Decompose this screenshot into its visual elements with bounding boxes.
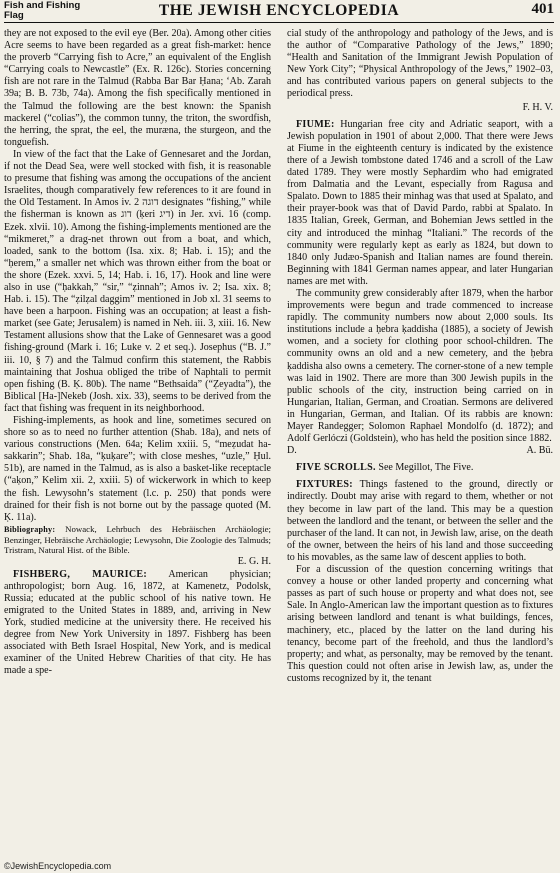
fish-paragraph-1: they are not exposed to the evil eye (Ber. 20a). Among other cities Acre seems to have been regarded as a great fish-market: hence the proverb “Carrying fish to Acre,” an equivalent of the English “Carrying coals to Newcastle” (Ex. R. 126c). Stories concerning fish are not rare in the Talmud (Rabba Bar Bar Ḥana; ‘Ab. Zarah 39a; B. B. 73b, 74a). Among the fish specifically mentioned in the Talmud the following are the best known: the Spanish mackerel (“colias”), the common tunny, the triton, the swordfish, the herring, the sprat, the eel, the muræna, the sturgeon, and the tonguefish. bbox=[4, 28, 271, 148]
right-column bbox=[287, 28, 553, 685]
bibliography-label: Bibliography: bbox=[4, 524, 56, 534]
section-range-start: Fish and Fishing bbox=[4, 0, 81, 11]
bibliography-text: Nowack, Lehrbuch des Hebräischen Archäologie; Benzinger, Hebräische Archäologie; Lewysohn, Die Zoologie des Talmuds; Tristram, Natural Hist. of the Bible. bbox=[4, 523, 271, 556]
signature-row bbox=[287, 445, 553, 457]
page-header bbox=[4, 0, 554, 23]
watermark: ©JewishEncyclopedia.com bbox=[4, 861, 112, 871]
fiume-paragraph-2: The community grew considerably after 1879, when the harbor improvements were begun and trade commenced to increase rapidly. The community numbers now about 2,000 souls. Its institutions include a ḥebra ḳaddisha (1885), a society of Jewish women, and a society for clothing poor school-children. The community owns an old and a new cemetery, and the ḥebra ḳaddisha also owns a cemetery. The corner-stone of a new temple was laid in 1902. There are more than 300 Jewish pupils in the public schools of the city, instruction being carried on in Hungarian, Italian, German, and Croatian. Sermons are delivered in Hungarian, German, and Italian. Of its rabbis are known: Mayer Randegger; Solomon Raphael Mondolfo (d. 1872); and Adolf Gerlóczi (Goldstein), who has held the position since 1882. bbox=[287, 287, 553, 445]
fish-paragraph-2: In view of the fact that the Lake of Gennesaret and the Jordan, if not the Dead Sea, were well stocked with fish, it is reasonable to presume that fishing was among the occupations of the ancient Israelites, though comparatively few references to it are found in the Old Testament. In Amos iv. 2 דוגה designates “fishing,” while the fisherman is known as דוג (ḳeri דיג) in Jer. xvi. 16 (comp. Ezek. xlvii. 10). Among the fishing-implements mentioned are the “mikmeret,” a drag-net thrown out from a boat, and which, loaded, sank to the bottom (Isa. xix. 8; Hab. i. 15); and the “ḥerem,” a smaller net which was thrown either from the boat or the shore (Ezek. xxvi. 5, 14; Hab. i. 16, 17). Hook and line were also in use (“ḥakkah,” “sir,” “ẓinnah”; Amos iv. 2; Isa. xix. 8; Hab. i. 15). The “ẓilẓal daggim” mentioned in Job xl. 31 seems to have been a harpoon. Fishing was an occupation; at least a fish-market (see Gate; Jerusalem) is named in Neh. iii. 3, xiii. 16. New Testament allusions show that the Lake of Gennesaret was a good fishing-ground (Mark i. 16; Luke v. 2 et seq.). Josephus (“B. J.” iii. 10, § 7) and the Talmud confirm this statement, the Rabbis maintaining that Joshua obliged the tribe of Naphtali to permit open fishing (B. Ḳ. 80b). The name “Bethsaida” (“Ẓeyadta”), the Biblical [Ha-]Nekeb (Josh. xix. 33), seems to be derived from the fact that fishing was frequent in its neighborhood. bbox=[4, 148, 271, 414]
page-number: 401 bbox=[531, 1, 554, 17]
five-scrolls-text: See Megillot, The Five. bbox=[378, 462, 474, 474]
fiume-heading: FIUME: bbox=[296, 118, 335, 130]
fish-paragraph-3: Fishing-implements, as hook and line, sometimes secured on shore so as to need no further attention (Shab. 18a), and nets of various constructions (Men. 64a; Kelim xxiii. 5, “meẓudat ha-sakkarin”; Shab. 18a, “ḳuḳare”; with close meshes, “uzle,” Ḥul. 51b), are named in the Talmud, as is also a basket-like receptacle (“aḳon,” Kelim xii. 2, xxiii. 5) of wickerwork in which to keep the fish. Lewysohn’s statement (l.c. p. 250) that ponds were drained for their fish is not borne out by the passage quoted (M. Ḳ. 11a). bbox=[4, 415, 271, 523]
fishberg-text: American physician; anthropologist; born Aug. 16, 1872, at Kamenetz, Podolsk, Russia; educated at the public school of his native town. He emigrated to the United States in 1889, and, arriving in New York, studied medicine at the university there. He received his degree from New York University in 1897. Fishberg has been associated with Beth Israel Hospital, New York, and is medical examiner of the United Hebrew Charities of that city. He has made a spe- bbox=[4, 568, 271, 677]
fishberg-entry bbox=[4, 569, 271, 678]
signature-fhv: F. H. V. bbox=[522, 101, 553, 113]
fixtures-paragraph-2: For a discussion of the question concerning writings that convey a house or other landed property and concerning what passes as part of such house or property and what does not, see Sale. In Anglo-American law the important question as to fixtures arising between landlord and tenant is what buildings, fences, machinery, etc., placed by the latter on the land during his tenancy, become part of the freehold, and thus the landlord’s property; and what, as personalty, may be removed by the tenant. This question could not often arise in Jewish law, as, under the customs recognized by it, the tenant bbox=[287, 564, 553, 684]
running-title: THE JEWISH ENCYCLOPEDIA bbox=[158, 2, 400, 19]
fiume-entry bbox=[287, 119, 553, 288]
section-range-end: Flag bbox=[4, 10, 24, 21]
left-column bbox=[4, 28, 271, 677]
fixtures-heading: FIXTURES: bbox=[296, 479, 353, 491]
fishberg-continuation: cial study of the anthropology and pathology of the Jews, and is the author of “Comparative Pathology of the Jews,” 1890; “Health and Sanitation of the Immigrant Jewish Population of New York City”; “Physical Anthropology of the Jews,” 1902–03, and has contributed various papers on general subjects to the periodical press. bbox=[287, 28, 553, 100]
signature-ewh: E. G. H. bbox=[237, 556, 271, 568]
bibliography bbox=[4, 524, 271, 556]
five-scrolls-entry bbox=[287, 462, 553, 474]
fixtures-entry bbox=[287, 479, 553, 564]
fishberg-heading: FISHBERG, MAURICE: bbox=[13, 568, 148, 580]
signature-ab: A. Bü. bbox=[526, 445, 553, 457]
fixtures-text: Things fastened to the ground, directly or indirectly. Doubt may arise with regard to them, whether or not they become in law part of the land. This may be a question between the landlord and the tenant, or between the seller and the purchaser of the land. It can not, in Jewish law, arise, on the death of the owner, between the heirs of his land and those succeeding to his movables, as the same law of descent applies to both. bbox=[287, 479, 553, 563]
signature-d: D. bbox=[287, 445, 297, 457]
five-scrolls-heading: FIVE SCROLLS. bbox=[296, 462, 376, 474]
fiume-text: Hungarian free city and Adriatic seaport, with a Jewish population in 1901 of about 2,000. That there were Jews at Fiume in the eighteenth century is indicated by the existence there of a Jewish tombstone dated 1746 and a scroll of the Law dated 1789. They were mostly Sephardim who had emigrated from Dalmatia and the Levant, especially from Ragusa and Spalato. Down to 1885 their minhag was that used at Spalato, and their prayer-book was that of David Pardo, rabbi at Spalato. In 1835 Italian, Greek, German, and Bohemian Jews settled in the city and introduced the minhag “Italiani.” The records of the community were regularly kept as early as 1824, but down to 1840 only Judæo-Spanish and Italian names are found therein. Beginning with 1841 German names appear, and later Hungarian names are met with. bbox=[287, 118, 553, 287]
